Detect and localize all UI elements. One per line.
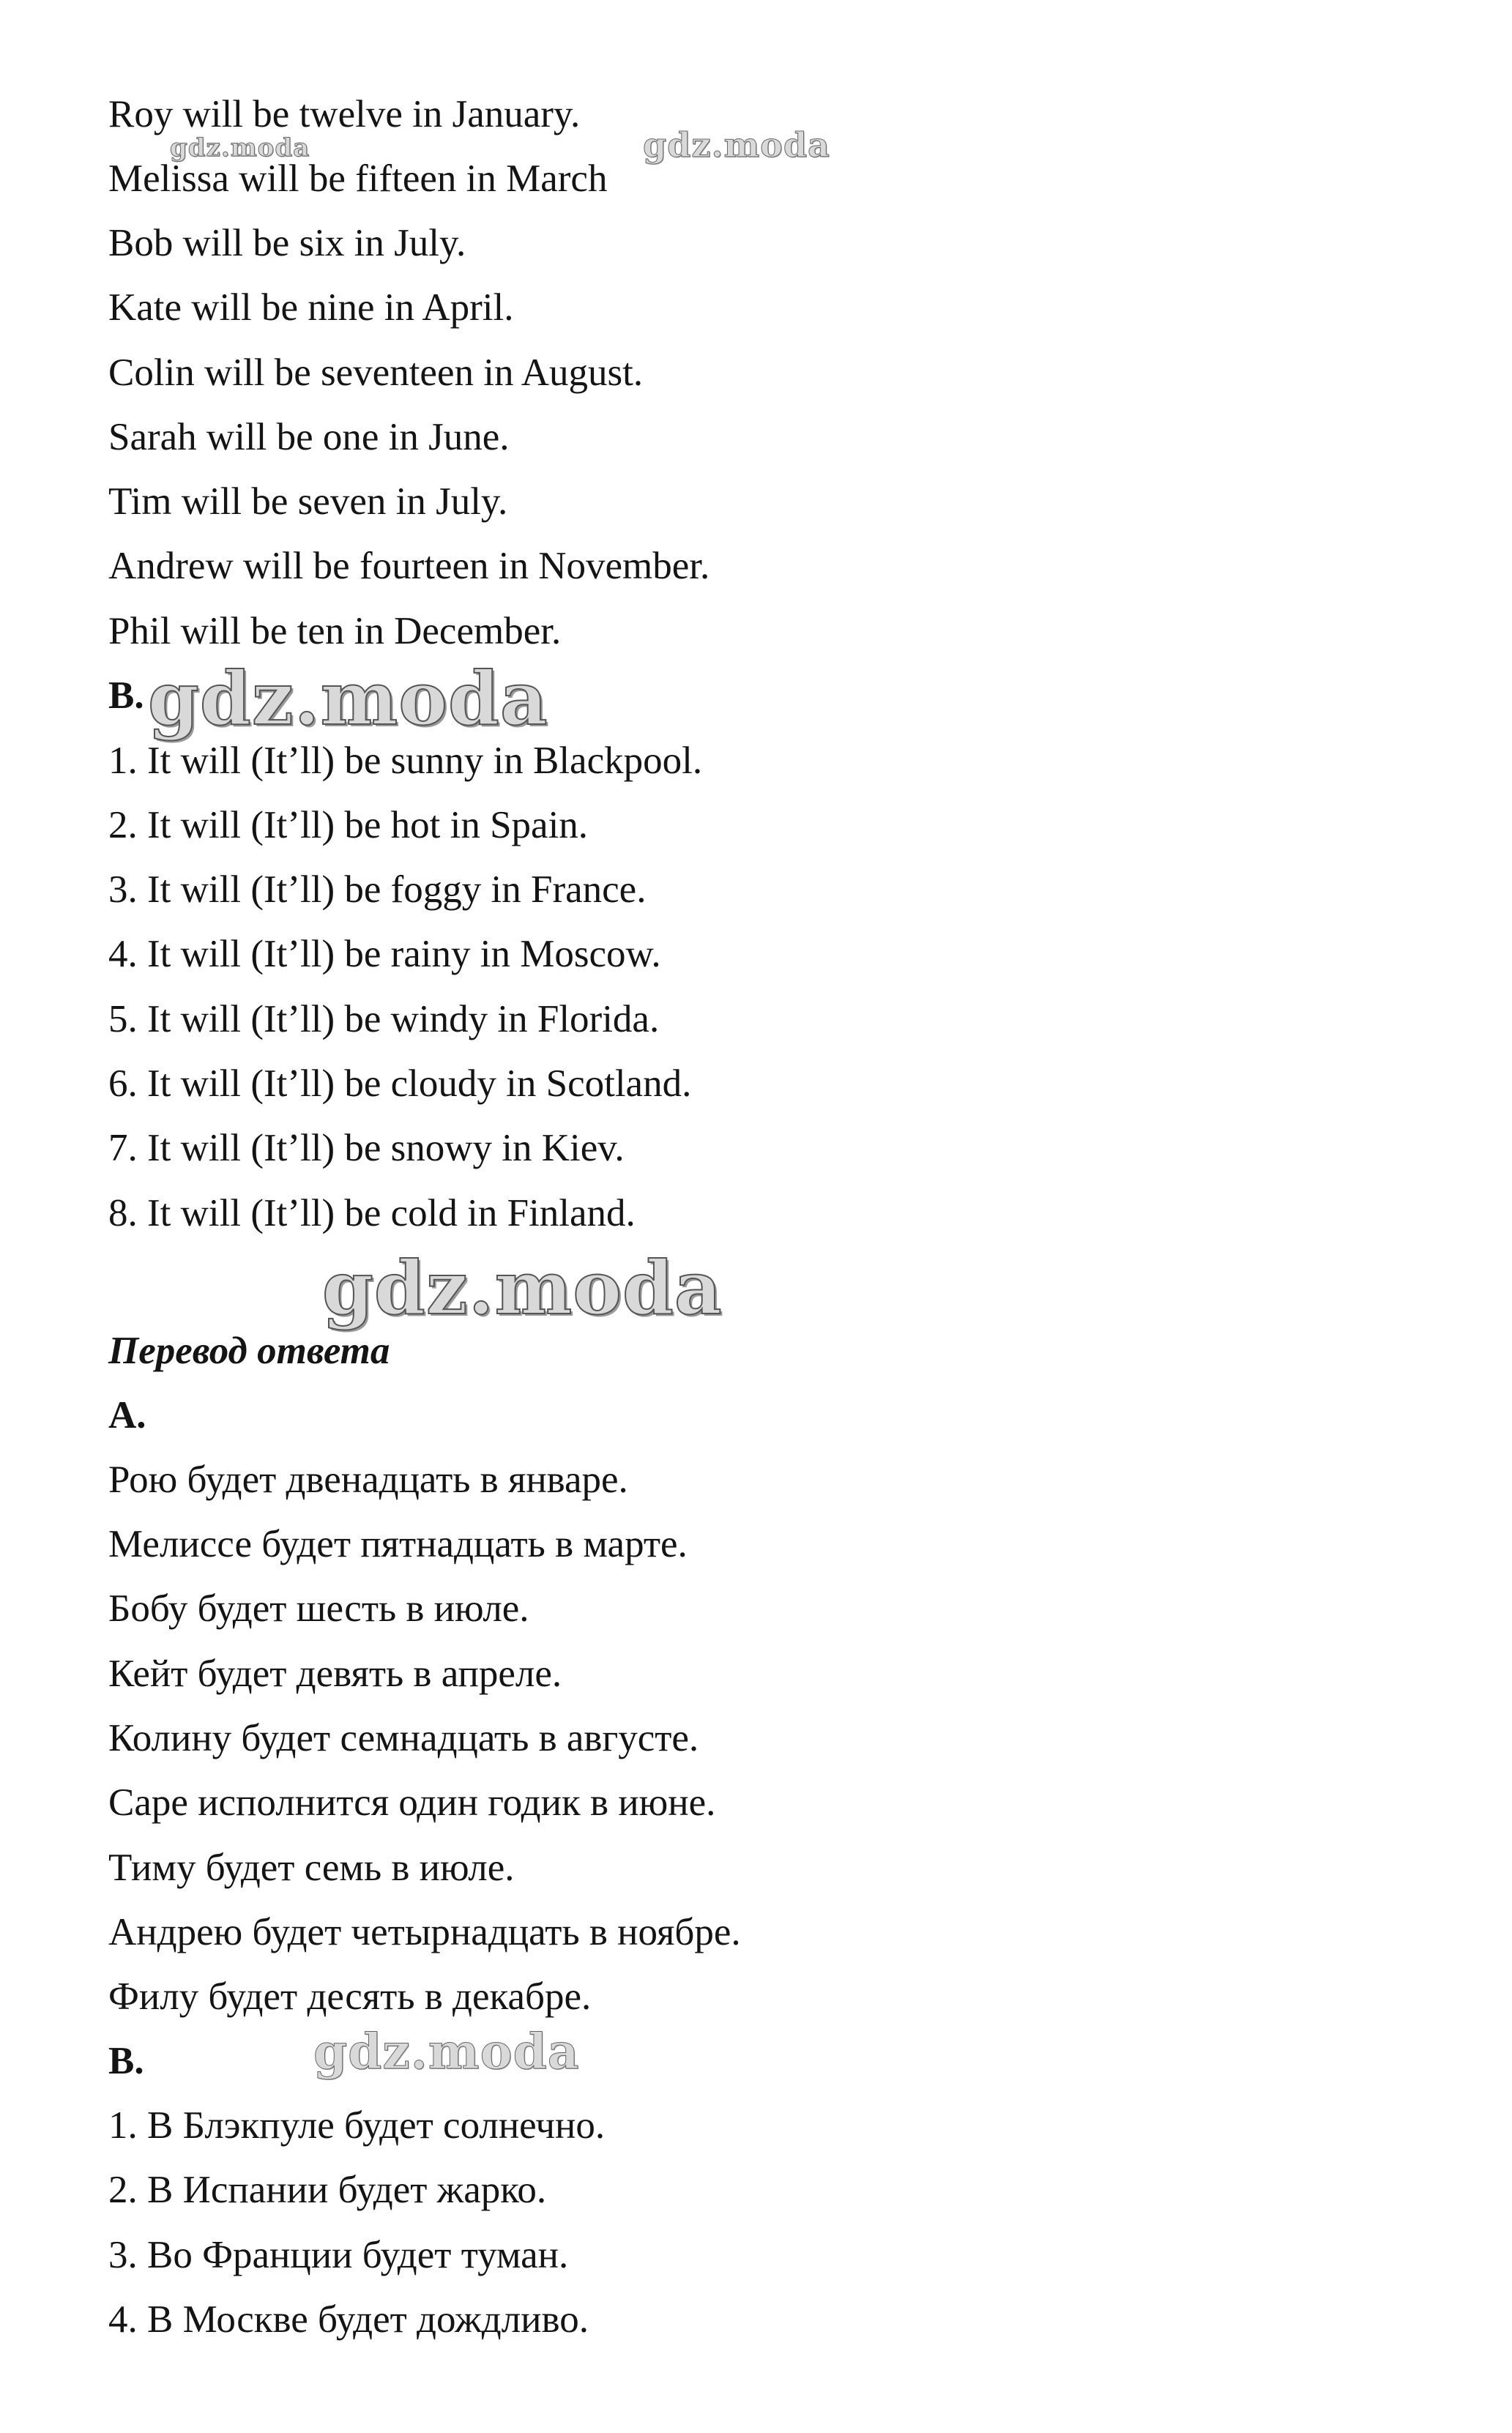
watermark: gdz.moda <box>643 125 830 165</box>
translation-line: 3. Во Франции будет туман. <box>108 2234 569 2276</box>
answer-line: Kate will be nine in April. <box>108 286 514 329</box>
answer-line: 1. It will (It’ll) be sunny in Blackpool. <box>108 739 703 782</box>
translation-line: Филу будет десять в декабре. <box>108 1975 592 2018</box>
watermark: gdz.moda <box>322 1245 723 1331</box>
answer-line: Andrew will be fourteen in November. <box>108 545 710 587</box>
translation-section-a-label: A. <box>108 1394 146 1437</box>
answer-line: 8. It will (It’ll) be cold in Finland. <box>108 1192 636 1234</box>
watermark: gdz.moda <box>313 2023 580 2080</box>
translation-title: Перевод ответа <box>108 1330 390 1372</box>
answer-line: Phil will be ten in December. <box>108 610 562 652</box>
watermark: gdz.moda <box>148 655 548 742</box>
translation-line: Саре исполнится один годик в июне. <box>108 1781 716 1824</box>
translation-line: Рою будет двенадцать в январе. <box>108 1458 628 1501</box>
answer-line: 2. It will (It’ll) be hot in Spain. <box>108 804 589 846</box>
answer-line: 4. It will (It’ll) be rainy in Moscow. <box>108 933 661 975</box>
answer-line: Roy will be twelve in January. <box>108 93 581 135</box>
answer-line: Melissa will be fifteen in March <box>108 157 608 200</box>
answer-line: Colin will be seventeen in August. <box>108 351 644 394</box>
answer-line: 7. It will (It’ll) be snowy in Kiev. <box>108 1127 625 1169</box>
answer-line: Bob will be six in July. <box>108 222 466 264</box>
translation-line: Колину будет семнадцать в августе. <box>108 1717 699 1759</box>
watermark: gdz.moda <box>170 133 310 163</box>
answer-line: 6. It will (It’ll) be cloudy in Scotland. <box>108 1062 692 1105</box>
answer-line: Tim will be seven in July. <box>108 480 508 523</box>
translation-line: 4. В Москве будет дождливо. <box>108 2298 589 2341</box>
translation-line: Мелиссе будет пятнадцать в марте. <box>108 1523 688 1565</box>
answer-line: 5. It will (It’ll) be windy in Florida. <box>108 998 660 1040</box>
translation-line: 1. В Блэкпуле будет солнечно. <box>108 2104 606 2147</box>
translation-line: Кейт будет девять в апреле. <box>108 1653 562 1695</box>
translation-section-b-label: B. <box>108 2040 144 2082</box>
section-b-label: B. <box>108 674 144 717</box>
translation-line: Бобу будет шесть в июле. <box>108 1587 529 1630</box>
translation-line: Андрею будет четырнадцать в ноябре. <box>108 1911 741 1953</box>
translation-line: 2. В Испании будет жарко. <box>108 2169 547 2211</box>
answer-line: Sarah will be one in June. <box>108 416 510 458</box>
answer-line: 3. It will (It’ll) be foggy in France. <box>108 868 647 911</box>
translation-line: Тиму будет семь в июле. <box>108 1847 515 1889</box>
